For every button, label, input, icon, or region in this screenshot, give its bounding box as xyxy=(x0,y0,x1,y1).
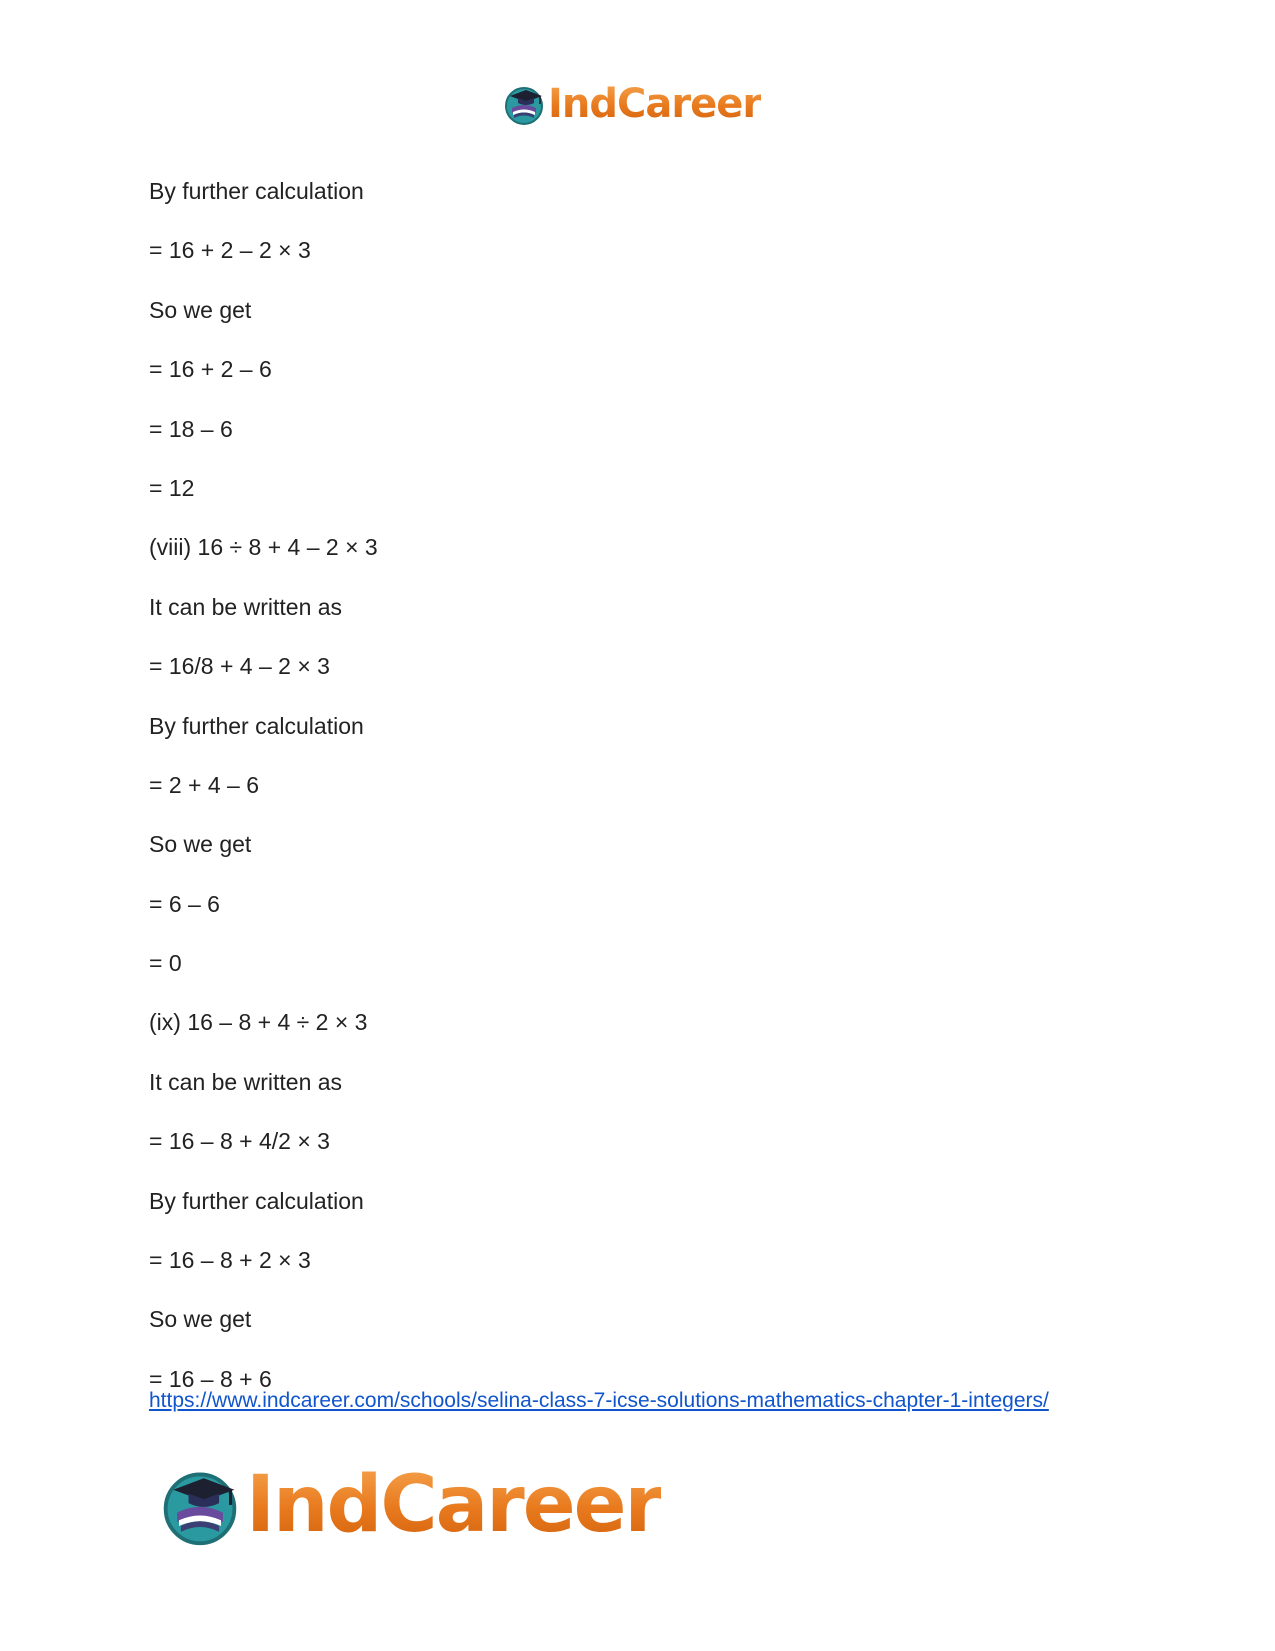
footer-logo xyxy=(158,1460,661,1550)
source-url-link[interactable]: https://www.indcareer.com/schools/selina-class-7-icse-solutions-mathematics-chapter-1-integers/ xyxy=(149,1389,1049,1412)
question-line: (viii) 16 ÷ 8 + 4 – 2 × 3 xyxy=(149,534,378,561)
logo-mark-icon xyxy=(158,1463,242,1547)
text-line: = 2 + 4 – 6 xyxy=(149,771,259,798)
text-line: It can be written as xyxy=(149,593,343,620)
text-line: By further calculation xyxy=(149,1187,364,1214)
text-line: So we get xyxy=(149,296,252,323)
text-line: It can be written as xyxy=(149,1068,343,1095)
text-line: = 18 – 6 xyxy=(149,415,233,442)
text-line: By further calculation xyxy=(149,712,364,739)
question-line: (ix) 16 – 8 + 4 ÷ 2 × 3 xyxy=(149,1009,368,1036)
text-line: = 16 – 8 + 4/2 × 3 xyxy=(149,1128,330,1155)
text-line: = 16 – 8 + 2 × 3 xyxy=(149,1247,311,1274)
text-line: So we get xyxy=(149,831,252,858)
logo-mark-icon xyxy=(502,82,546,126)
text-line: So we get xyxy=(149,1306,252,1333)
text-line: = 0 xyxy=(149,950,182,977)
text-line: = 16 – 8 + 6 xyxy=(149,1365,272,1392)
footer-logo-text: IndCareer xyxy=(246,1460,661,1550)
solution-text xyxy=(149,176,1129,1394)
text-line: = 16 + 2 – 2 × 3 xyxy=(149,237,311,264)
header-logo-text: IndCareer xyxy=(548,81,762,127)
text-line: = 16 + 2 – 6 xyxy=(149,356,272,383)
text-line: = 6 – 6 xyxy=(149,890,220,917)
text-line: = 12 xyxy=(149,474,195,501)
text-line: = 16/8 + 4 – 2 × 3 xyxy=(149,653,330,680)
text-line: By further calculation xyxy=(149,178,364,204)
header-logo xyxy=(502,78,761,130)
